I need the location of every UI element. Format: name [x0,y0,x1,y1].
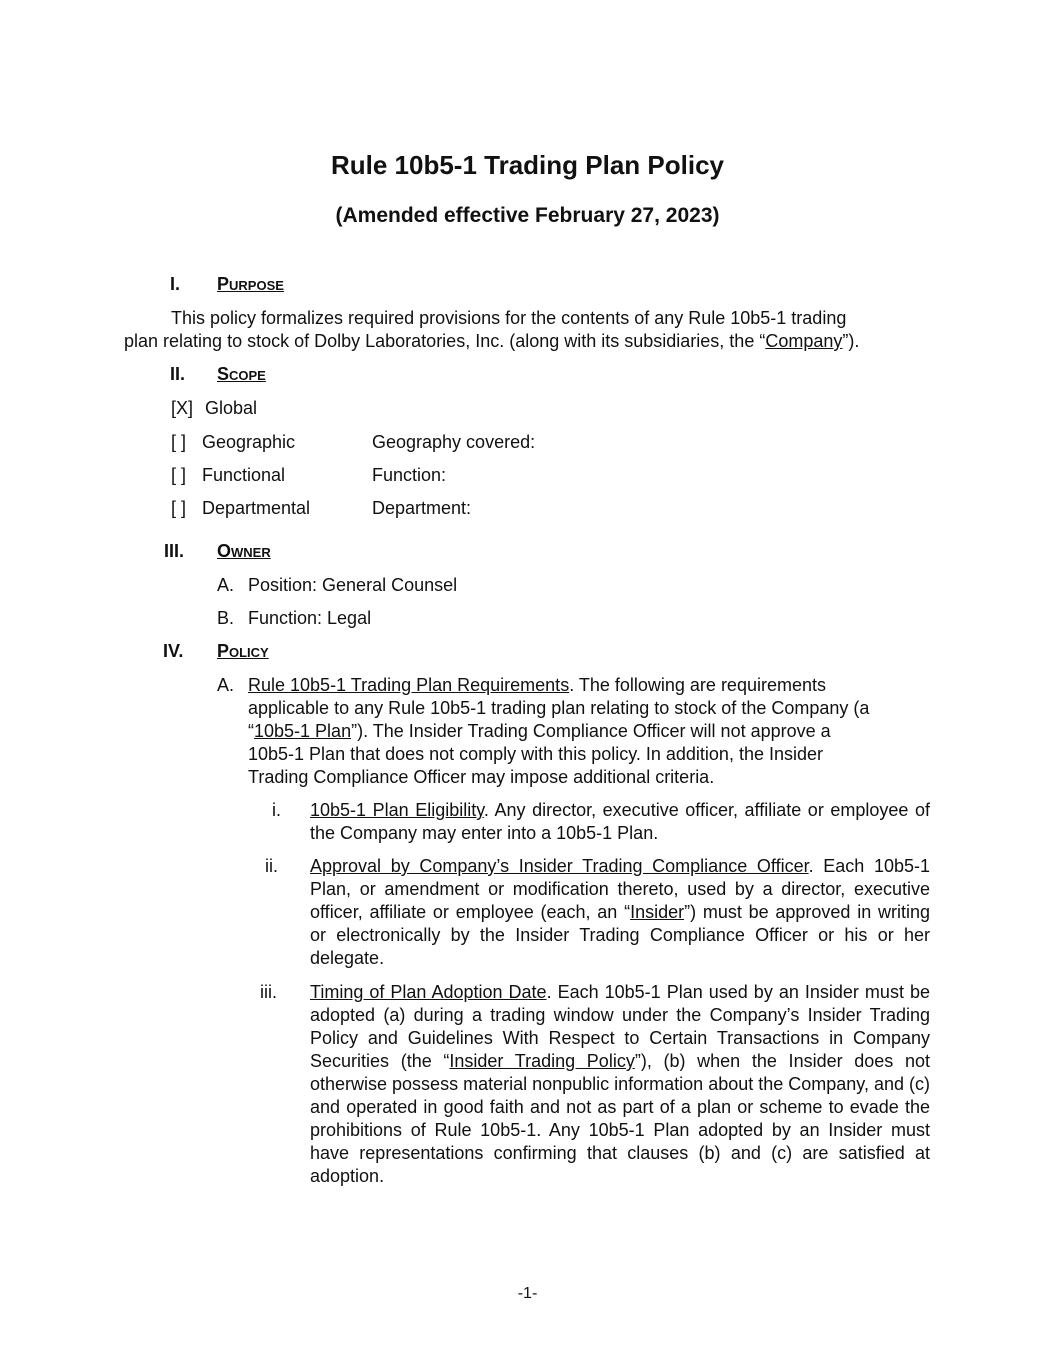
scope-label-functional: Functional [202,465,286,485]
policy-marker-iii: iii. [260,982,277,1002]
owner-marker-a: A. [217,575,235,595]
policy-ii-text-end: ”) must be approved in writing or electronically by the Insider Trading Compliance Officer or his or her delegate. [310,902,930,968]
owner-marker-b: B. [217,608,235,628]
policy-paragraph-a [248,674,878,789]
scope-label-departmental: Departmental [202,498,311,518]
page-number: -1- [517,1285,538,1302]
policy-a-text: . The following are requirements applicable to any Rule 10b5-1 trading plan relating to stock of the Company (a “ [248,675,870,741]
section-number-policy: IV. [163,641,184,661]
defined-term-insider-trading-policy: Insider Trading Policy [449,1051,635,1071]
document-subtitle: (Amended effective February 27, 2023) [335,204,720,227]
defined-term-company: Company [765,331,843,351]
scope-label-geographic: Geographic [202,432,296,452]
policy-ii-text: . Each 10b5-1 Plan, or amendment or modification thereto, used by a director, executive officer, affiliate or employee (each, an “ [310,856,930,922]
scope-field-department: Department: [372,498,472,518]
defined-term-insider: Insider [630,902,685,922]
section-heading-purpose: Purpose [217,274,284,294]
purpose-text: plan relating to stock of Dolby Laboratories, Inc. (along with its subsidiaries, the “ [124,331,766,351]
scope-checkbox-departmental[interactable]: [ ] [171,498,187,518]
section-number-owner: III. [164,541,185,561]
document-title: Rule 10b5-1 Trading Plan Policy [330,150,724,180]
section-number-scope: II. [170,364,186,384]
scope-checkbox-global[interactable]: [X] [171,398,194,418]
policy-marker-ii: ii. [265,856,278,876]
policy-iii-text: . Each 10b5-1 Plan used by an Insider must be adopted (a) during a trading window under the Company’s Insider Trading Policy and Guidelines With Respect to Certain Transactions in Company Securities (the “ [310,982,930,1071]
policy-i-title: 10b5-1 Plan Eligibility [310,800,484,820]
policy-a-text-end: ”). The Insider Trading Compliance Officer will not approve a 10b5-1 Plan that does not comply with this policy. In addition, the Insider Trading Compliance Officer may impose additional criteria. [248,721,831,787]
policy-i-text: . Any director, executive officer, affiliate or employee of the Company may enter into a 10b5-1 Plan. [310,800,931,843]
scope-field-geography: Geography covered: [372,432,536,452]
scope-checkbox-geographic[interactable]: [ ] [171,432,187,452]
defined-term-10b5-1-plan: 10b5-1 Plan [254,721,352,741]
purpose-text-end: ”). [842,331,860,351]
section-heading-policy: Policy [217,641,269,661]
policy-marker-i: i. [272,800,281,820]
policy-a-title: Rule 10b5-1 Trading Plan Requirements [248,675,570,695]
scope-label-global: Global [205,398,258,418]
section-heading-scope: Scope [217,364,266,384]
scope-checkbox-functional[interactable]: [ ] [171,465,187,485]
owner-function: Function: Legal [248,608,372,628]
section-number-purpose: I. [170,274,181,294]
policy-paragraph-ii [310,855,930,970]
policy-iii-text-end: ”), (b) when the Insider does not otherwise possess material nonpublic information about the Company, and (c) and operated in good faith and not as part of a plan or scheme to evade the prohibitions of Rule 10b5-1. Any 10b5-1 Plan adopted by an Insider must have representations confirming that clauses (b) and (c) are satisfied at adoption. [310,1051,930,1186]
policy-iii-title: Timing of Plan Adoption Date [310,982,547,1002]
owner-position: Position: General Counsel [248,575,458,595]
scope-field-function: Function: [372,465,447,485]
purpose-line-1: This policy formalizes required provisions for the contents of any Rule 10b5-1 trading [171,308,847,328]
section-heading-owner: Owner [217,541,271,561]
policy-marker-a: A. [217,675,235,695]
policy-paragraph-iii [310,981,930,1188]
policy-ii-title: Approval by Company’s Insider Trading Compliance Officer [310,856,809,876]
purpose-line-2 [124,330,859,353]
policy-paragraph-i [310,799,930,845]
